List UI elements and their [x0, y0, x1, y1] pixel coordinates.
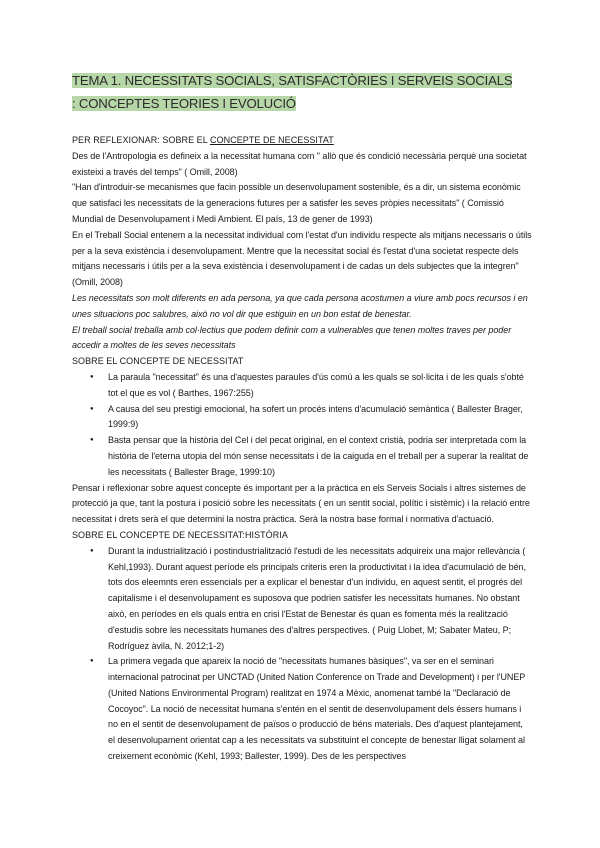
title-line-2: : CONCEPTES TEORIES I EVOLUCIÓ — [72, 96, 296, 111]
list-item: ● Basta pensar que la història del Cel i del pecat original, en el context cristià, podria ser interpretada com la història de l'eterna utopia del món sense necessitats i de la caiguda en el treball per a superar la realitat de les necessitats ( Ballester Brage, 1999:10) — [108, 433, 532, 480]
list-item: ● La primera vegada que apareix la noció de "necessitats humanes bàsiques", va ser en el seminari internacional patrocinat per UNCTAD (United Nation Conference on Trade and Development) i per l'UNEP (United Nations Environmental Program) realitzat en 1974 a Mèxic, anomenat també la "Declaració de Cocoyoc". La noció de necessitat humana s'entén en el sentit de desenvolupament dels éssers humans i no en el sentit de desenvolupament de països o producció de béns materials. Des d'aquest plantejament, el desenvolupament orientat cap a les necessitats va substituint el concepte de benestar lligat solament al creixement econòmic (Kehl, 1993; Ballester, 1999). Des de les perspectives — [108, 654, 532, 765]
heading-prefix: PER REFLEXIONAR: SOBRE EL — [72, 135, 211, 145]
heading-underlined: CONCEPTE DE NECESSITAT — [210, 135, 334, 145]
section-heading-history: SOBRE EL CONCEPTE DE NECESSITAT:HISTÒRIA — [72, 529, 288, 540]
bullet-list-history — [72, 544, 532, 765]
paragraph-sustainable: "Han d'introduir-se mecanismes que facin possible un desenvolupament sostenible, és a dir, un sistema econòmic que satisfaci les necessitats de la generacions futures per a satisfer les seves pròpies necessitats" ( Comissió Mundial de Desenvolupament i Medi Ambient. El país, 13 de gener de 1993) — [72, 182, 521, 224]
paragraph-social-work: En el Treball Social entenem a la necessitat individual com l'estat d'un individu respecte als mitjans necessaris o útils per a la seva existència i desenvolupament. Mentre que la necessitat social és l'estat d'una societat respecte dels mitjans necessaris i útils per a la seva existència i desenvolupament i de cadas un dels subjectes que la integren" (Omill, 2008) — [72, 229, 532, 288]
list-item: ● La paraula "necessitat" és una d'aquestes paraules d'ús comú a les quals se sol·licita i de les quals s'obté tot el que es vol ( Barthes, 1967:255) — [108, 370, 532, 402]
paragraph-reflect-practice: Pensar i reflexionar sobre aquest concepte és important per a la pràctica en els Serveis Socials i altres sistemes de protecció ja que, tant la postura i posició sobre les necessitats ( en un sentit social, polític i sistèmic) i la relació entre necessitat i drets serà el que determini la nostra pràctica. Serà la nostra base formal i normativa d'actuació. — [72, 482, 530, 525]
section-heading-reflect — [72, 133, 532, 149]
list-item: ● Durant la industrialització i postindustrialització l'estudi de les necessitats adquireix una major rellevància ( Kehl,1993). Durant aquest període els principals criteris eren la productivitat i la idea d'acumulació de bén, tots dos eleemnts eren essencials per a explicar el benestar d'un individu, en aquest sentit, el progrés del capitalisme i el desenvolupament es suposova que podrien satisfer les necessitats humanes. No obstant això, en períodes en els quals entra en crisi l'Estat de Benestar és quan es fomenta més la realització d'estudis sobre les necessitats humanes des d'altres perspectives. ( Puig Llobet, M; Sabater Mateu, P; Rodríguez àvila, N. 2012;1-2) — [108, 544, 532, 655]
paragraph-anthropology: Des de l'Antropologia es defineix a la necessitat humana com " allò que és condició necessària perquè una societat existeixi a través del temps" ( Omill, 2008) — [72, 150, 527, 177]
italic-note-1: Les necessitats son molt diferents en ada persona, ya que cada persona acostumen a viure amb pocs recursos i en unes situacions poc salubres, això no vol dir que estiguin en un bon estat de benestar. — [72, 292, 528, 319]
bullet-list-concept — [72, 370, 532, 481]
document-body — [72, 133, 532, 765]
italic-note-2: El treball social treballa amb col·lectius que podem definir com a vulnerables que tenen moltes traves per poder accedir a moltes de les seves necessitats — [72, 324, 512, 351]
title-line-1: TEMA 1. NECESSITATS SOCIALS, SATISFACTÒRIES I SERVEIS SOCIALS — [72, 73, 513, 88]
page-title — [72, 69, 532, 115]
section-heading-concept: SOBRE EL CONCEPTE DE NECESSITAT — [72, 356, 244, 367]
list-item: ● A causa del seu prestigi emocional, ha sofert un procés intens d'acumulació semàntica ( Ballester Brager, 1999:9) — [108, 402, 532, 434]
